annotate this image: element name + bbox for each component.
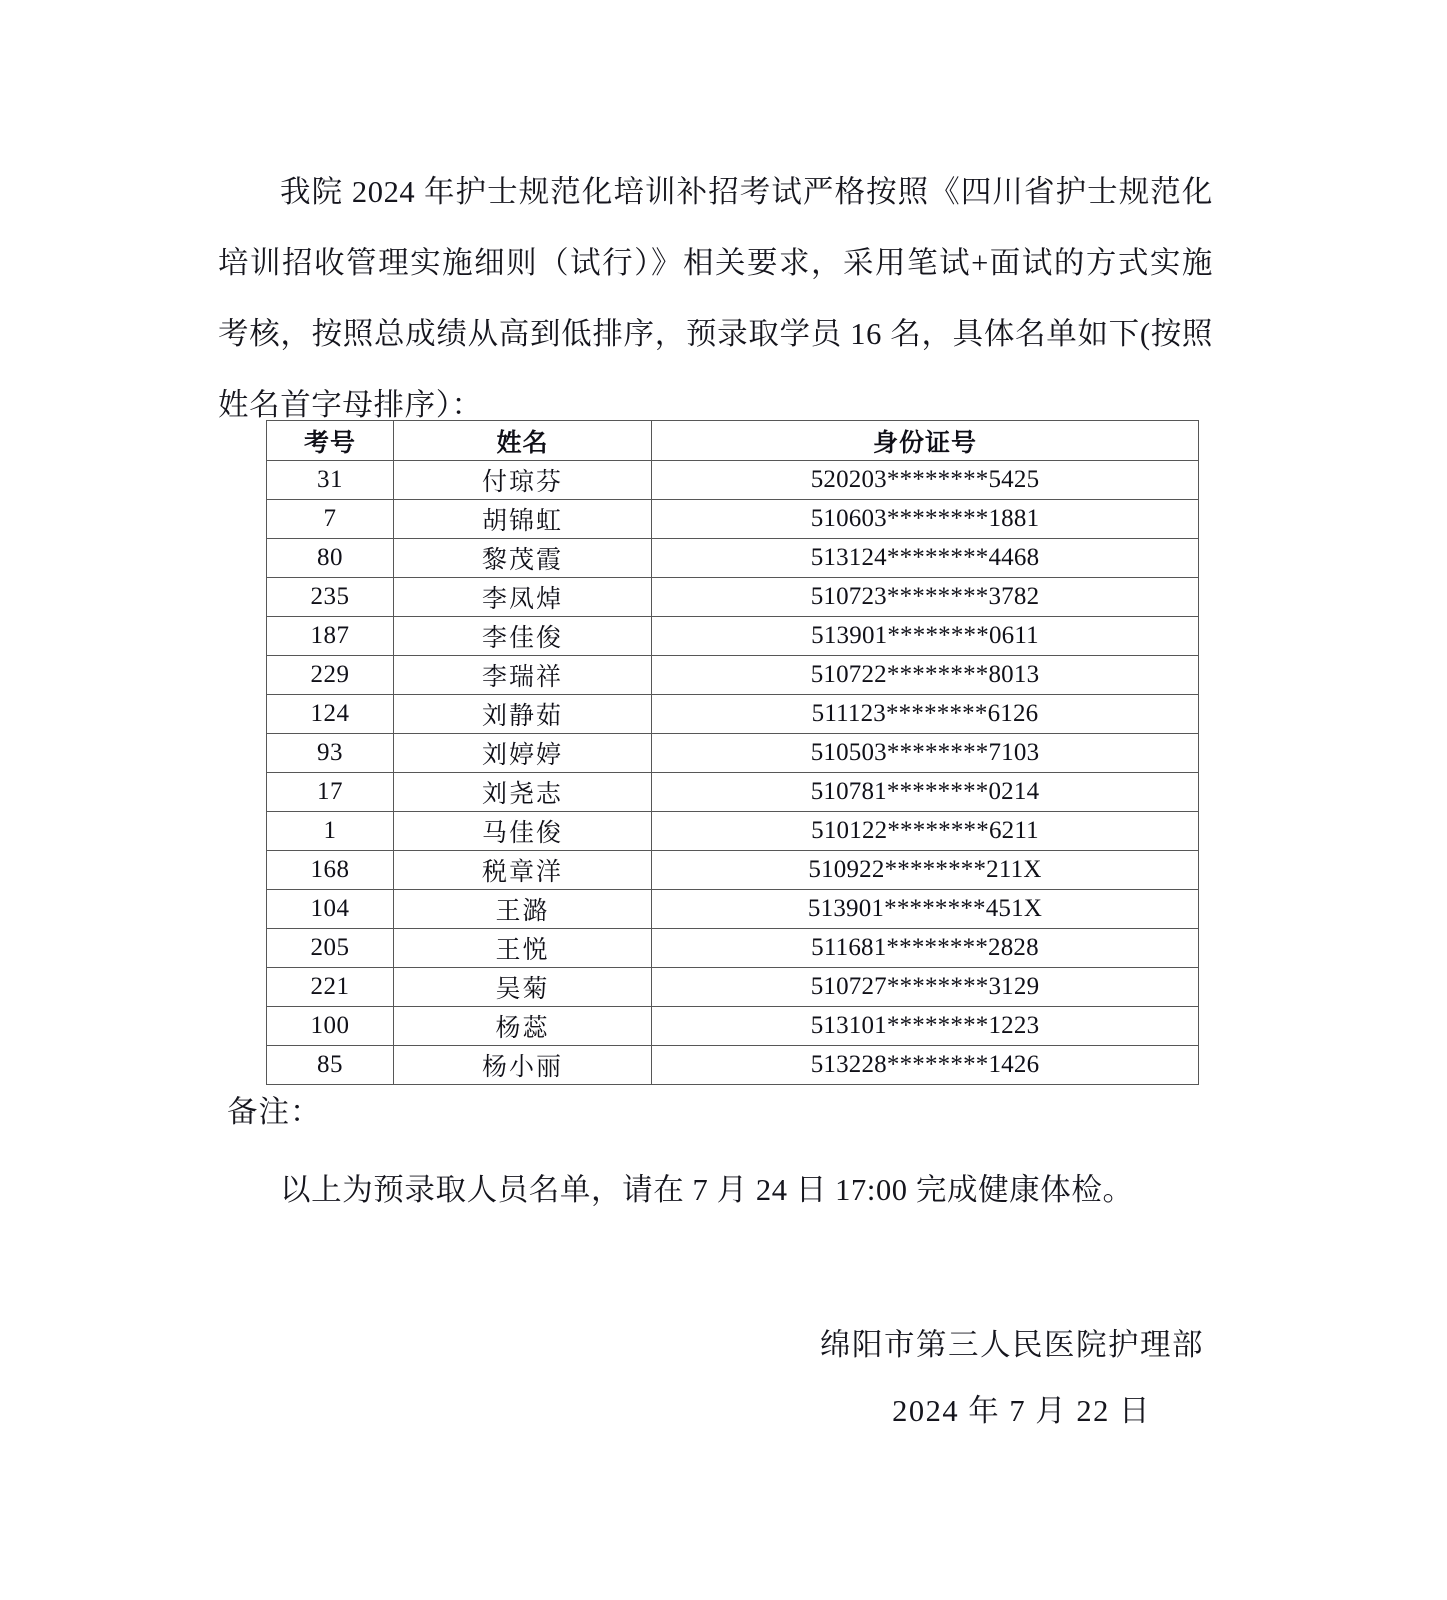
table-row — [267, 773, 1199, 812]
table-row — [267, 734, 1199, 773]
cell-id-no: 510922********211X — [652, 851, 1199, 890]
cell-id-no: 510603********1881 — [652, 500, 1199, 539]
cell-id-no: 510122********6211 — [652, 812, 1199, 851]
cell-name: 李佳俊 — [394, 617, 652, 656]
table-row — [267, 890, 1199, 929]
column-header-name: 姓名 — [394, 421, 652, 461]
cell-id-no: 513228********1426 — [652, 1046, 1199, 1085]
cell-name: 吴菊 — [394, 968, 652, 1007]
signature-date: 2024 年 7 月 22 日 — [892, 1394, 1151, 1428]
table-row — [267, 851, 1199, 890]
cell-name: 李瑞祥 — [394, 656, 652, 695]
cell-id-no: 513124********4468 — [652, 539, 1199, 578]
table-row — [267, 1007, 1199, 1046]
cell-id-no: 513901********451X — [652, 890, 1199, 929]
cell-name: 刘静茹 — [394, 695, 652, 734]
cell-exam-no: 168 — [267, 851, 394, 890]
cell-name: 杨小丽 — [394, 1046, 652, 1085]
cell-id-no: 510727********3129 — [652, 968, 1199, 1007]
remark-label: 备注： — [227, 1095, 322, 1129]
table-row — [267, 812, 1199, 851]
cell-exam-no: 80 — [267, 539, 394, 578]
cell-name: 税章洋 — [394, 851, 652, 890]
table-row — [267, 578, 1199, 617]
cell-id-no: 510722********8013 — [652, 656, 1199, 695]
cell-exam-no: 31 — [267, 461, 394, 500]
cell-exam-no: 229 — [267, 656, 394, 695]
cell-exam-no: 205 — [267, 929, 394, 968]
remark-text: 以上为预录取人员名单，请在 7 月 24 日 17:00 完成健康体检。 — [280, 1173, 1134, 1207]
cell-exam-no: 17 — [267, 773, 394, 812]
cell-id-no: 510723********3782 — [652, 578, 1199, 617]
column-header-id-no: 身份证号 — [652, 421, 1199, 461]
table-row — [267, 539, 1199, 578]
table-row — [267, 968, 1199, 1007]
cell-exam-no: 235 — [267, 578, 394, 617]
cell-name: 刘尧志 — [394, 773, 652, 812]
cell-id-no: 510503********7103 — [652, 734, 1199, 773]
cell-exam-no: 104 — [267, 890, 394, 929]
cell-name: 李凤焯 — [394, 578, 652, 617]
signature-organization: 绵阳市第三人民医院护理部 — [820, 1328, 1204, 1362]
cell-name: 杨蕊 — [394, 1007, 652, 1046]
table-row — [267, 929, 1199, 968]
cell-id-no: 513101********1223 — [652, 1007, 1199, 1046]
table-header — [267, 421, 1199, 461]
table-row — [267, 461, 1199, 500]
cell-name: 王潞 — [394, 890, 652, 929]
cell-name: 付琼芬 — [394, 461, 652, 500]
cell-exam-no: 93 — [267, 734, 394, 773]
cell-id-no: 513901********0611 — [652, 617, 1199, 656]
cell-name: 胡锦虹 — [394, 500, 652, 539]
cell-exam-no: 187 — [267, 617, 394, 656]
cell-exam-no: 100 — [267, 1007, 394, 1046]
table-body — [267, 461, 1199, 1085]
cell-name: 王悦 — [394, 929, 652, 968]
table-header-row — [267, 421, 1199, 461]
cell-id-no: 511123********6126 — [652, 695, 1199, 734]
cell-name: 马佳俊 — [394, 812, 652, 851]
column-header-exam-no: 考号 — [267, 421, 394, 461]
cell-exam-no: 7 — [267, 500, 394, 539]
cell-name: 黎茂霞 — [394, 539, 652, 578]
cell-id-no: 520203********5425 — [652, 461, 1199, 500]
cell-exam-no: 124 — [267, 695, 394, 734]
roster-table — [266, 420, 1199, 1085]
cell-exam-no: 85 — [267, 1046, 394, 1085]
table-row — [267, 695, 1199, 734]
cell-name: 刘婷婷 — [394, 734, 652, 773]
roster-table-container — [266, 420, 1198, 1085]
table-row — [267, 617, 1199, 656]
table-row — [267, 500, 1199, 539]
intro-paragraph: 我院 2024 年护士规范化培训补招考试严格按照《四川省护士规范化培训招收管理实施细则（试行）》相关要求，采用笔试+面试的方式实施考核，按照总成绩从高到低排序，预录取学员 16 名，具体名单如下(按照姓名首字母排序）： — [218, 174, 1213, 422]
cell-id-no: 510781********0214 — [652, 773, 1199, 812]
table-row — [267, 1046, 1199, 1085]
cell-exam-no: 1 — [267, 812, 394, 851]
cell-exam-no: 221 — [267, 968, 394, 1007]
cell-id-no: 511681********2828 — [652, 929, 1199, 968]
table-row — [267, 656, 1199, 695]
